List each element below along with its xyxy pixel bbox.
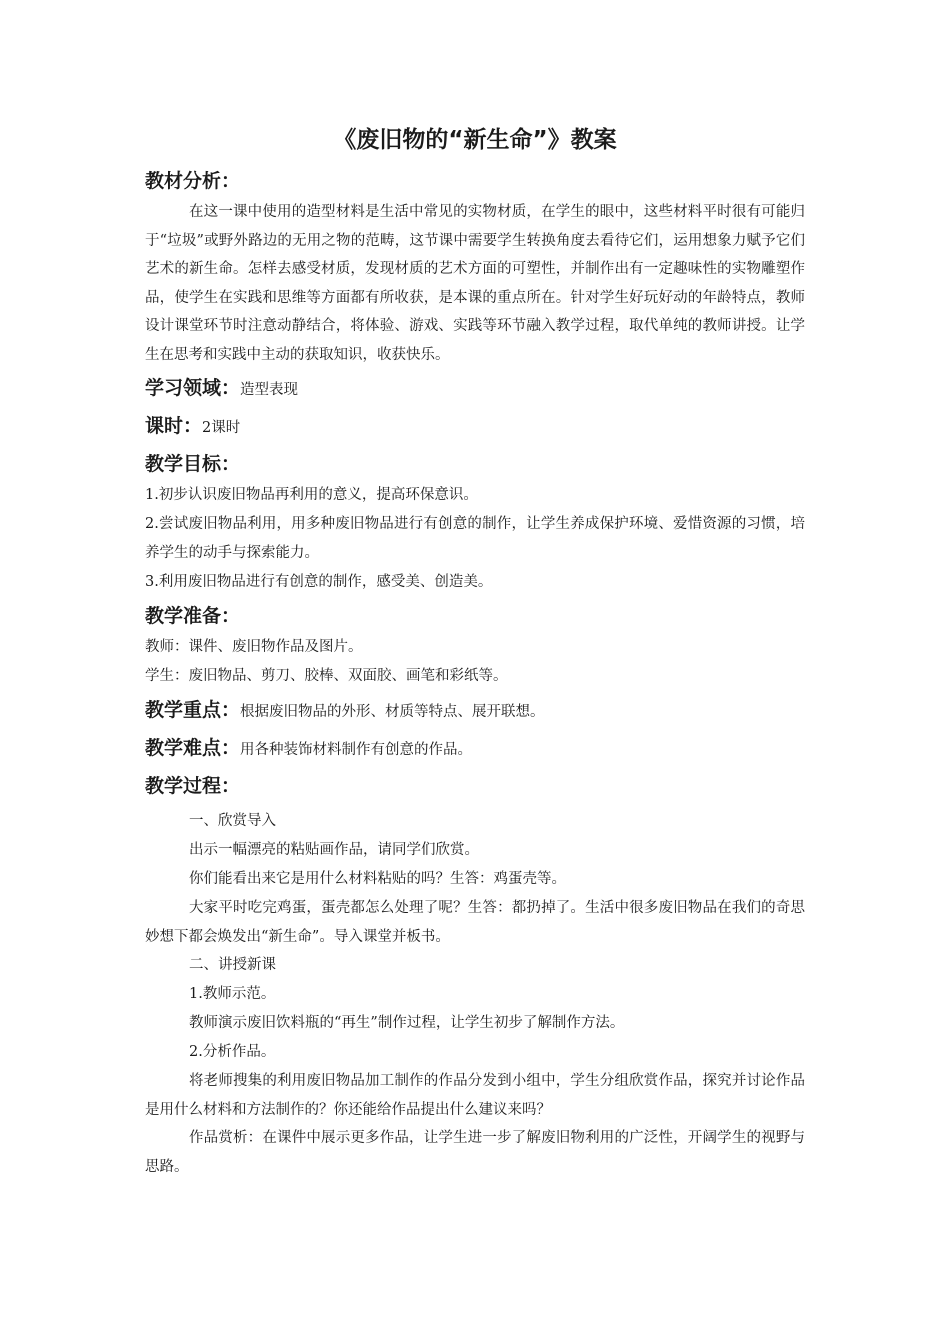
difficulty-value: 用各种装饰材料制作有创意的作品。 [240,742,473,758]
hours-heading [145,411,805,441]
process-line: 出示一幅漂亮的粘贴画作品，请同学们欣赏。 [189,842,479,858]
domain-heading [145,373,805,403]
analysis-heading: 教材分析： [145,170,241,192]
process-line: 你们能看出来它是用什么材料粘贴的吗？生答：鸡蛋壳等。 [189,871,566,887]
objectives-heading: 教学目标： [145,453,241,475]
preparation-heading: 教学准备： [145,605,241,627]
process-line: 二、讲授新课 [189,957,276,973]
preparation-teacher: 教师：课件、废旧物作品及图片。 [145,639,363,655]
difficulty-heading [145,733,805,763]
process-line: 作品赏析：在课件中展示更多作品，让学生进一步了解废旧物利用的广泛性，开阔学生的视野与思路。 [145,1130,805,1175]
process-line: 1.教师示范。 [189,986,276,1002]
domain-value: 造型表现 [240,382,299,398]
domain-label: 学习领域： [145,377,241,399]
process-line: 教师演示废旧饮料瓶的“再生”制作过程，让学生初步了解制作方法。 [189,1015,625,1031]
process-heading: 教学过程： [145,775,241,797]
preparation-student: 学生：废旧物品、剪刀、胶棒、双面胶、画笔和彩纸等。 [145,668,508,684]
key-point-label: 教学重点： [145,699,241,721]
process-line: 2.分析作品。 [189,1044,276,1060]
difficulty-label: 教学难点： [145,737,241,759]
objective-item: 3.利用废旧物品进行有创意的制作，感受美、创造美。 [145,574,493,590]
analysis-body: 在这一课中使用的造型材料是生活中常见的实物材质，在学生的眼中，这些材料平时很有可能归于“垃圾”或野外路边的无用之物的范畴，这节课中需要学生转换角度去看待它们，运用想象力赋予它们艺术的新生命。怎样去感受材质，发现材质的艺术方面的可塑性，并制作出有一定趣味性的实物雕塑作品，使学生在实践和思维等方面都有所收获，是本课的重点所在。针对学生好玩好动的年龄特点，教师设计课堂环节时注意动静结合，将体验、游戏、实践等环节融入教学过程，取代单纯的教师讲授。让学生在思考和实践中主动的获取知识，收获快乐。 [145,204,805,363]
key-point-heading [145,695,805,725]
process-line: 一、欣赏导入 [189,813,276,829]
hours-value: 2课时 [202,420,241,436]
hours-label: 课时： [145,415,203,437]
key-point-value: 根据废旧物品的外形、材质等特点、展开联想。 [240,704,545,720]
process-line: 大家平时吃完鸡蛋，蛋壳都怎么处理了呢？生答：都扔掉了。生活中很多废旧物品在我们的奇思妙想下都会焕发出“新生命”。导入课堂并板书。 [145,900,805,945]
objective-item: 1.初步认识废旧物品再利用的意义，提高环保意识。 [145,487,478,503]
objective-item: 2.尝试废旧物品利用，用多种废旧物品进行有创意的制作，让学生养成保护环境、爱惜资源的习惯，培养学生的动手与探索能力。 [145,516,805,561]
document-page [145,122,805,1181]
document-title: 《废旧物的“新生命”》教案 [333,127,617,153]
process-line: 将老师搜集的利用废旧物品加工制作的作品分发到小组中，学生分组欣赏作品，探究并讨论作品是用什么材料和方法制作的？你还能给作品提出什么建议来吗？ [145,1073,805,1118]
